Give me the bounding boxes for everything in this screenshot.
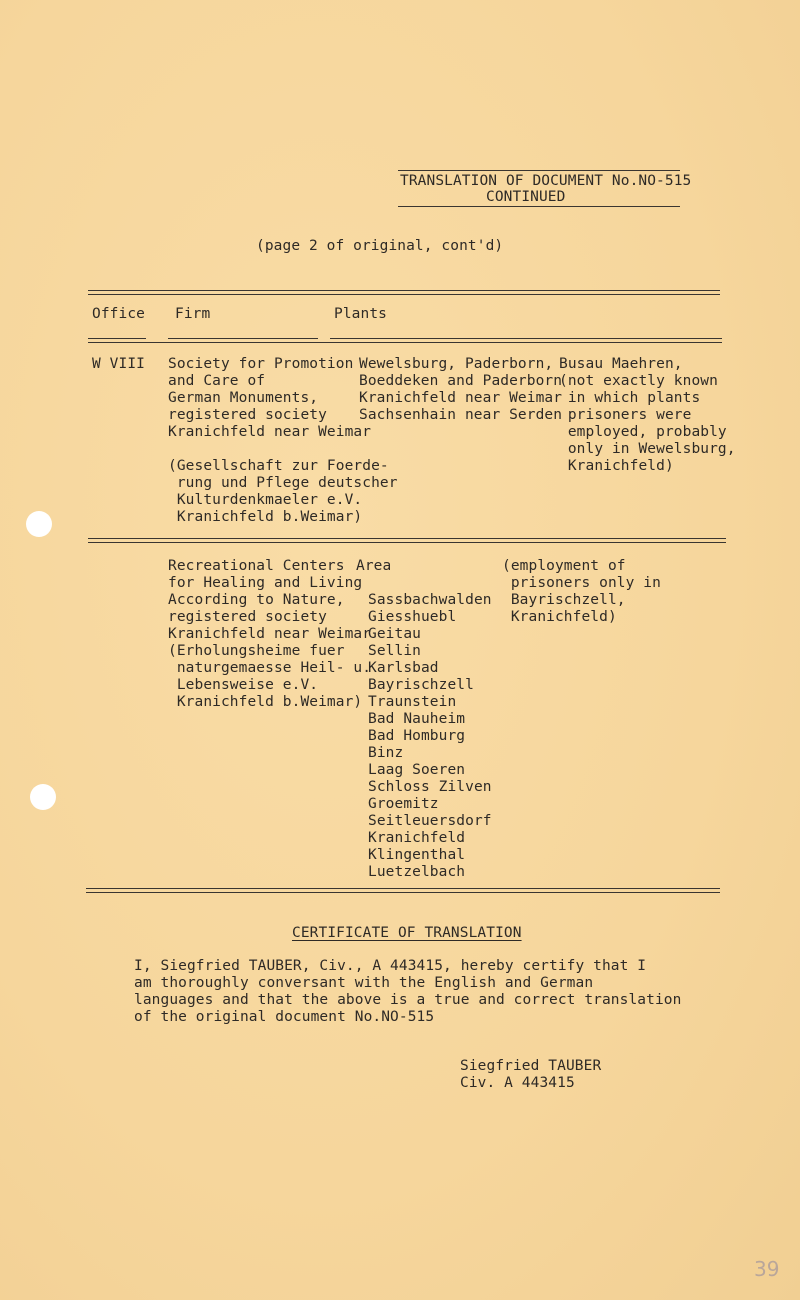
row-divider-rule-2 <box>88 542 726 543</box>
document-title: TRANSLATION OF DOCUMENT No.NO-515 <box>400 173 692 189</box>
row1-office: W VIII <box>92 356 145 372</box>
row2-firm-line: Recreational Centers <box>168 558 345 574</box>
row1-note: Busau Maehren, <box>559 356 683 372</box>
column-header-office: Office <box>92 306 145 322</box>
row1-plant: Boeddeken and Paderborn <box>359 373 563 389</box>
row1-plant: Sachsenhain near Serden <box>359 407 563 423</box>
row2-firm-line: Lebensweise e.V. <box>168 677 319 693</box>
certificate-line: I, Siegfried TAUBER, Civ., A 443415, hereby certify that I <box>134 958 647 974</box>
page-note: (page 2 of original, cont'd) <box>256 238 504 254</box>
row2-firm-line: Kranichfeld near Weimar <box>168 626 372 642</box>
row2-plant: Giesshuebl <box>368 609 457 625</box>
row2-plant: Geitau <box>368 626 421 642</box>
header-row-rule-left <box>88 338 146 339</box>
table-bottom-rule <box>86 888 720 889</box>
column-header-plants: Plants <box>334 306 387 322</box>
table-top-rule-2 <box>88 294 720 295</box>
header-row-rule-mid <box>168 338 318 339</box>
punch-hole-upper <box>26 511 52 537</box>
row1-firm-line: Kranichfeld b.Weimar) <box>168 509 363 525</box>
signature-id: Civ. A 443415 <box>460 1075 575 1091</box>
row1-note: Kranichfeld) <box>559 458 674 474</box>
punch-hole-lower <box>30 784 56 810</box>
row2-note: Bayrischzell, <box>502 592 626 608</box>
row1-note: prisoners were <box>559 407 692 423</box>
header-bottom-rule <box>398 206 680 207</box>
continued-label: CONTINUED <box>486 189 566 205</box>
row2-firm-line: naturgemaesse Heil- u. <box>168 660 372 676</box>
row2-plant: Bayrischzell <box>368 677 474 693</box>
row2-firm-line: for Healing and Living <box>168 575 363 591</box>
row-divider-rule <box>88 538 726 539</box>
row1-firm-line: Kulturdenkmaeler e.V. <box>168 492 363 508</box>
row1-note: employed, probably <box>559 424 727 440</box>
row1-note: (not exactly known <box>559 373 718 389</box>
certificate-line: am thoroughly conversant with the English and German <box>134 975 594 991</box>
row2-plant: Kranichfeld <box>368 830 466 846</box>
row1-plant: Wewelsburg, Paderborn, <box>359 356 554 372</box>
row2-plant: Klingenthal <box>368 847 466 863</box>
row1-firm-line: German Monuments, <box>168 390 319 406</box>
page-number: 39 <box>754 1257 780 1281</box>
table-top-rule <box>88 290 720 291</box>
row2-note: prisoners only in <box>502 575 661 591</box>
row1-firm-line: rung und Pflege deutscher <box>168 475 398 491</box>
row2-plant: Bad Homburg <box>368 728 466 744</box>
row2-plant: Bad Nauheim <box>368 711 466 727</box>
certificate-line: of the original document No.NO-515 <box>134 1009 435 1025</box>
row2-plant: Karlsbad <box>368 660 439 676</box>
row1-note: in which plants <box>559 390 701 406</box>
row1-firm-line: and Care of <box>168 373 266 389</box>
row2-plant: Schloss Zilven <box>368 779 492 795</box>
certificate-heading: CERTIFICATE OF TRANSLATION <box>292 925 522 941</box>
row2-area-label: Area <box>356 558 392 574</box>
header-row-rule-2 <box>88 342 722 343</box>
row2-note: (employment of <box>502 558 626 574</box>
row1-plant: Kranichfeld near Weimar <box>359 390 563 406</box>
row1-note: only in Wewelsburg, <box>559 441 736 457</box>
row2-note: Kranichfeld) <box>502 609 617 625</box>
row2-plant: Traunstein <box>368 694 457 710</box>
signature-name: Siegfried TAUBER <box>460 1058 602 1074</box>
header-top-rule <box>398 170 680 171</box>
row2-plant: Laag Soeren <box>368 762 466 778</box>
row2-plant: Sellin <box>368 643 421 659</box>
certificate-line: languages and that the above is a true and correct translation <box>134 992 682 1008</box>
row2-firm-line: (Erholungsheime fuer <box>168 643 345 659</box>
row2-plant: Luetzelbach <box>368 864 466 880</box>
row2-firm-line: According to Nature, <box>168 592 345 608</box>
table-bottom-rule-2 <box>86 892 720 893</box>
row1-firm-line: registered society <box>168 407 327 423</box>
column-header-firm: Firm <box>175 306 211 322</box>
row2-plant: Binz <box>368 745 404 761</box>
row1-firm-line: Society for Promotion <box>168 356 354 372</box>
row2-firm-line: registered society <box>168 609 327 625</box>
header-row-rule-right <box>330 338 722 339</box>
row2-firm-line: Kranichfeld b.Weimar) <box>168 694 363 710</box>
row2-plant: Sassbachwalden <box>368 592 492 608</box>
row1-firm-line: Kranichfeld near Weimar <box>168 424 372 440</box>
row2-plant: Groemitz <box>368 796 439 812</box>
row1-firm-line: (Gesellschaft zur Foerde- <box>168 458 389 474</box>
row2-plant: Seitleuersdorf <box>368 813 492 829</box>
